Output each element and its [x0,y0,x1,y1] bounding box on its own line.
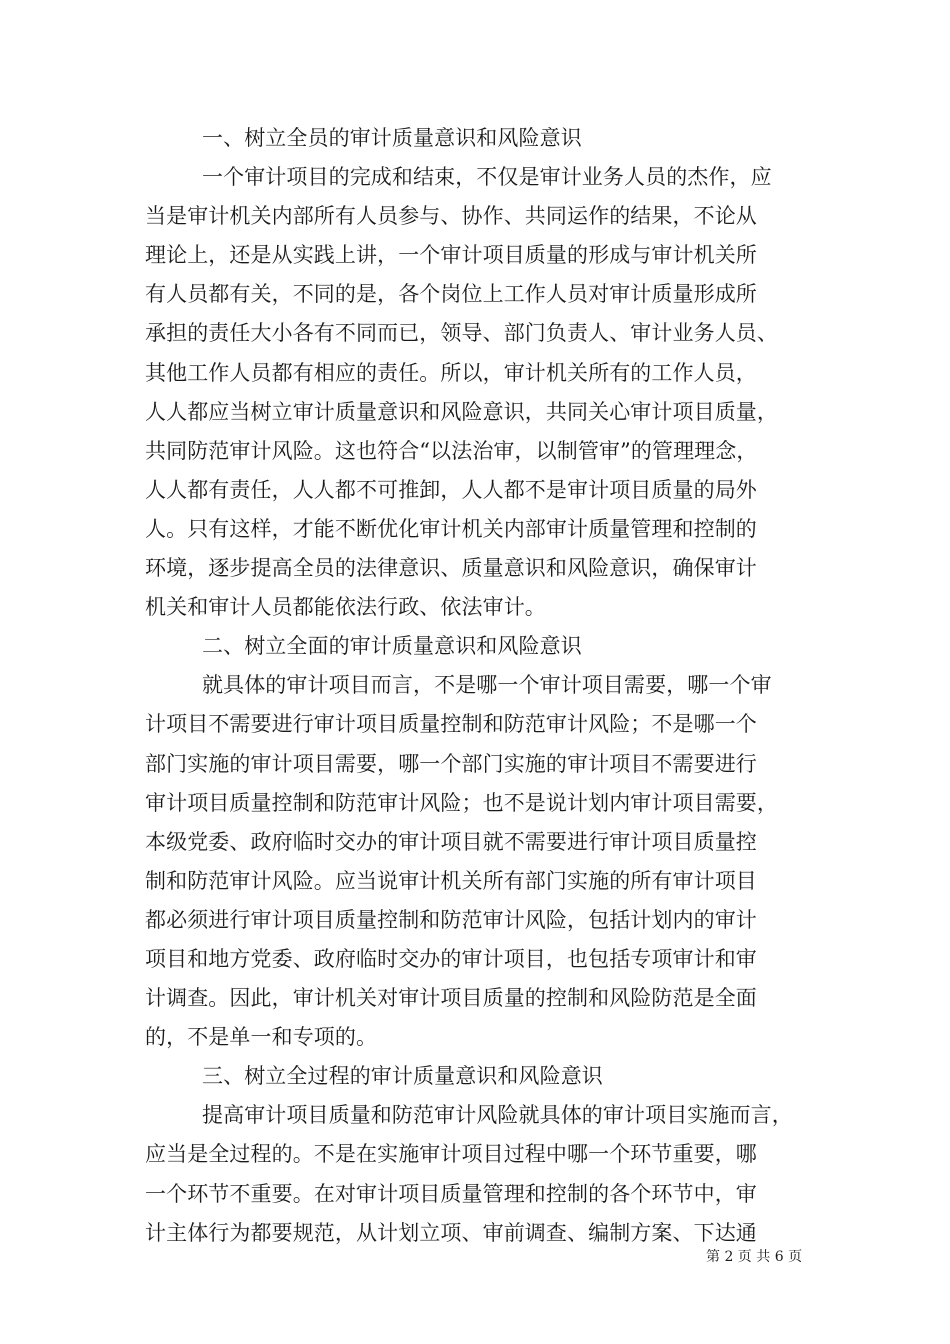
section-heading: 二、树立全面的审计质量意识和风险意识 [202,634,582,659]
paragraph-line: 计项目不需要进行审计项目质量控制和防范审计风险；不是哪一个 [145,712,757,737]
paragraph-line: 的，不是单一和专项的。 [145,1025,378,1050]
paragraph-line: 环境，逐步提高全员的法律意识、质量意识和风险意识，确保审计 [145,556,757,581]
section-heading: 三、树立全过程的审计质量意识和风险意识 [202,1064,603,1089]
paragraph-line: 当是审计机关内部所有人员参与、协作、共同运作的结果，不论从 [145,204,757,229]
paragraph-line: 计主体行为都要规范，从计划立项、审前调查、编制方案、下达通 [145,1220,757,1245]
page-number-footer: 第 2 页 共 6 页 [706,1249,803,1265]
paragraph-line: 承担的责任大小各有不同而已，领导、部门负责人、审计业务人员、 [145,321,778,346]
paragraph-line: 都必须进行审计项目质量控制和防范审计风险，包括计划内的审计 [145,907,757,932]
paragraph-line: 制和防范审计风险。应当说审计机关所有部门实施的所有审计项目 [145,868,757,893]
paragraph-line: 审计项目质量控制和防范审计风险；也不是说计划内审计项目需要， [145,790,778,815]
paragraph-line: 有人员都有关，不同的是，各个岗位上工作人员对审计质量形成所 [145,282,757,307]
paragraph-line: 本级党委、政府临时交办的审计项目就不需要进行审计项目质量控 [145,829,757,854]
paragraph-line: 其他工作人员都有相应的责任。所以，审计机关所有的工作人员， [145,360,757,385]
paragraph-line: 人。只有这样，才能不断优化审计机关内部审计质量管理和控制的 [145,516,757,541]
paragraph-line: 就具体的审计项目而言，不是哪一个审计项目需要，哪一个审 [202,673,772,698]
paragraph-line: 人人都有责任，人人都不可推卸，人人都不是审计项目质量的局外 [145,477,757,502]
paragraph-line: 提高审计项目质量和防范审计风险就具体的审计项目实施而言， [202,1103,793,1128]
section-heading: 一、树立全员的审计质量意识和风险意识 [202,126,582,150]
paragraph-line: 部门实施的审计项目需要，哪一个部门实施的审计项目不需要进行 [145,751,757,776]
document-body [145,119,805,1253]
paragraph-line: 计调查。因此，审计机关对审计项目质量的控制和风险防范是全面 [145,986,757,1011]
paragraph-line: 应当是全过程的。不是在实施审计项目过程中哪一个环节重要，哪 [145,1142,757,1167]
paragraph-line: 理论上，还是从实践上讲，一个审计项目质量的形成与审计机关所 [145,243,757,268]
paragraph-line: 一个环节不重要。在对审计项目质量管理和控制的各个环节中，审 [145,1181,757,1206]
paragraph-line: 共同防范审计风险。这也符合“以法治审，以制管审”的管理理念， [145,438,758,463]
paragraph-line: 一个审计项目的完成和结束，不仅是审计业务人员的杰作，应 [202,165,772,190]
paragraph-line: 机关和审计人员都能依法行政、依法审计。 [145,595,546,620]
paragraph-line: 人人都应当树立审计质量意识和风险意识，共同关心审计项目质量， [145,399,778,424]
paragraph-line: 项目和地方党委、政府临时交办的审计项目，也包括专项审计和审 [145,946,757,971]
